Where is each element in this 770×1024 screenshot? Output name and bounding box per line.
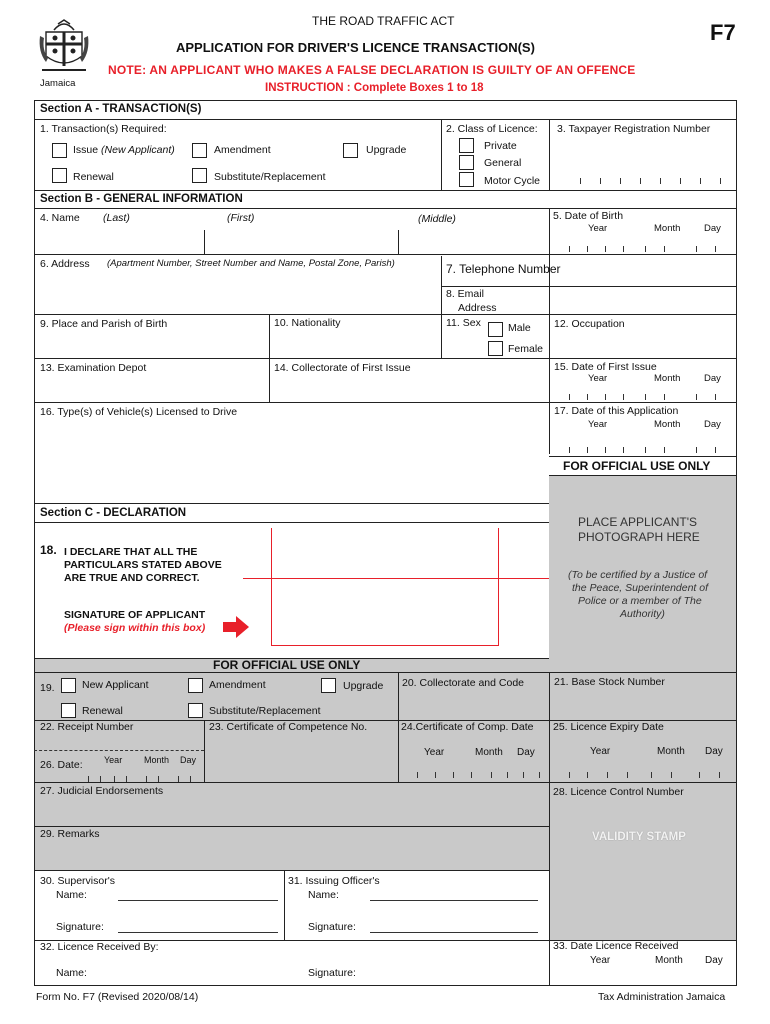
issue-label: Issue (New Applicant) [73, 144, 175, 156]
received-name-input[interactable] [96, 964, 286, 980]
motorcycle-label: Motor Cycle [484, 175, 541, 187]
day-label: Day [704, 373, 721, 384]
photo-label-2: PHOTOGRAPH HERE [578, 530, 700, 544]
checkbox-amendment[interactable] [192, 143, 207, 158]
received-name-label: Name: [56, 967, 87, 979]
crest-caption: Jamaica [40, 78, 76, 89]
field-7-label: 7. Telephone Number [446, 262, 561, 276]
month-label: Month [144, 755, 170, 765]
checkbox-official-upgrade[interactable] [321, 678, 336, 693]
day-label: Day [517, 747, 535, 758]
trn-input[interactable] [552, 172, 732, 188]
field-21-label: 21. Base Stock Number [554, 676, 665, 688]
first-name-input[interactable] [206, 230, 398, 254]
month-label: Month [654, 419, 681, 430]
field-28-label: 28. Licence Control Number [553, 786, 684, 798]
checkbox-substitute[interactable] [192, 168, 207, 183]
general-label: General [484, 157, 522, 169]
day-label: Day [180, 755, 197, 765]
year-label: Year [588, 419, 608, 430]
checkbox-official-renewal[interactable] [61, 703, 76, 718]
official-date-input[interactable] [86, 770, 202, 782]
received-date-input[interactable] [551, 968, 736, 984]
upgrade-label: Upgrade [366, 144, 407, 156]
signature-box[interactable] [273, 530, 497, 644]
year-label: Year [588, 373, 608, 384]
supervisor-name-input[interactable] [118, 886, 278, 900]
officer-name-input[interactable] [370, 886, 538, 900]
comp-date-input[interactable] [401, 764, 547, 780]
act-title: THE ROAD TRAFFIC ACT [312, 14, 455, 28]
field-13-label: 13. Examination Depot [40, 362, 147, 374]
agency-name: Tax Administration Jamaica [598, 991, 726, 1003]
middle-name-input[interactable] [400, 230, 548, 254]
field-11-label: 11. Sex [446, 317, 481, 329]
field-12-label: 12. Occupation [554, 318, 625, 330]
field-19-label: 19. [40, 682, 55, 694]
checkbox-renewal[interactable] [52, 168, 67, 183]
received-signature-label: Signature: [308, 967, 356, 979]
month-label: Month [657, 746, 685, 757]
photo-certify-4: Authority) [620, 608, 665, 620]
exam-depot-input[interactable] [36, 376, 268, 401]
form-number: Form No. F7 (Revised 2020/08/14) [36, 991, 199, 1003]
official-use-title: FOR OFFICIAL USE ONLY [213, 658, 361, 672]
official-amendment-label: Amendment [209, 679, 266, 691]
female-label: Female [508, 343, 544, 355]
field-1-label: 1. Transaction(s) Required: [40, 123, 167, 135]
official-substitute-label: Substitute/Replacement [209, 705, 321, 717]
field-30-label: 30. Supervisor's [40, 875, 115, 887]
amendment-label: Amendment [214, 144, 271, 156]
received-signature-input[interactable] [370, 964, 540, 980]
application-date-input[interactable] [551, 418, 736, 454]
address-hint: (Apartment Number, Street Number and Name, Postal Zone, Parish) [107, 258, 395, 269]
substitute-label: Substitute/Replacement [214, 171, 326, 183]
section-c-title: Section C - DECLARATION [40, 507, 187, 519]
field-14-label: 14. Collectorate of First Issue [274, 362, 411, 374]
middle-name-label: (Middle) [418, 213, 456, 225]
occupation-input[interactable] [551, 332, 735, 358]
official-upgrade-label: Upgrade [343, 680, 384, 692]
field-10-label: 10. Nationality [274, 317, 341, 329]
first-issue-collectorate-input[interactable] [271, 376, 548, 401]
renewal-label: Renewal [73, 171, 114, 183]
first-issue-date-input[interactable] [551, 372, 736, 402]
field-29-label: 29. Remarks [40, 828, 100, 840]
telephone-input[interactable] [443, 278, 735, 286]
validity-stamp-label: VALIDITY STAMP [592, 831, 686, 843]
month-label: Month [655, 955, 683, 966]
declaration-line-1: I DECLARE THAT ALL THE [64, 546, 198, 558]
checkbox-official-substitute[interactable] [188, 703, 203, 718]
field-8-label-2: Address [458, 302, 497, 314]
signature-hint: (Please sign within this box) [64, 622, 206, 634]
field-9-label: 9. Place and Parish of Birth [40, 318, 168, 330]
checkbox-official-amendment[interactable] [188, 678, 203, 693]
arrow-right-icon [223, 616, 249, 643]
day-label: Day [705, 746, 723, 757]
checkbox-upgrade[interactable] [343, 143, 358, 158]
month-label: Month [654, 223, 681, 234]
day-label: Day [705, 955, 723, 966]
remarks-input[interactable] [36, 842, 548, 869]
field-6-label: 6. Address [40, 258, 90, 270]
checkbox-female[interactable] [488, 341, 503, 356]
checkbox-private[interactable] [459, 138, 474, 153]
field-23-label: 23. Certificate of Competence No. [209, 721, 368, 733]
officer-name-label: Name: [308, 889, 339, 901]
declaration-line-2: PARTICULARS STATED ABOVE [64, 559, 222, 571]
field-15-label: 15. Date of First Issue [554, 361, 657, 373]
checkbox-motorcycle[interactable] [459, 172, 474, 187]
birthplace-input[interactable] [36, 332, 268, 358]
official-use-heading: FOR OFFICIAL USE ONLY [563, 459, 711, 473]
declaration-line-3: ARE TRUE AND CORRECT. [64, 572, 200, 584]
address-input[interactable] [36, 272, 440, 314]
private-label: Private [484, 140, 517, 152]
field-17-label: 17. Date of this Application [554, 405, 679, 417]
field-20-label: 20. Collectorate and Code [402, 677, 524, 689]
year-label: Year [588, 223, 608, 234]
jamaica-crest-icon [36, 18, 92, 76]
expiry-date-input[interactable] [551, 764, 736, 780]
first-name-label: (First) [227, 212, 255, 224]
year-label: Year [424, 747, 445, 758]
dob-input[interactable] [551, 222, 736, 254]
field-2-label: 2. Class of Licence: [446, 123, 538, 135]
year-label: Year [590, 746, 611, 757]
supervisor-signature-label: Signature: [56, 921, 104, 933]
month-label: Month [475, 747, 503, 758]
field-3-label: 3. Taxpayer Registration Number [557, 123, 711, 135]
field-33-label: 33. Date Licence Received [553, 940, 679, 952]
official-renewal-label: Renewal [82, 705, 123, 717]
photo-certify-2: the Peace, Superintendent of [572, 582, 709, 594]
field-22-label: 22. Receipt Number [40, 721, 134, 733]
year-label: Year [590, 955, 611, 966]
day-label: Day [704, 419, 721, 430]
checkbox-general[interactable] [459, 155, 474, 170]
signature-label: SIGNATURE OF APPLICANT [64, 609, 206, 621]
form-code: F7 [710, 20, 736, 45]
month-label: Month [654, 373, 681, 384]
checkbox-issue[interactable] [52, 143, 67, 158]
photo-certify-3: Police or a member of The [578, 595, 702, 607]
supervisor-name-label: Name: [56, 889, 87, 901]
photo-label: PLACE APPLICANT'S [578, 515, 698, 529]
judicial-endorsements-input[interactable] [36, 799, 548, 825]
male-label: Male [508, 322, 531, 334]
photo-certify-1: (To be certified by a Justice of [568, 569, 708, 581]
officer-signature-label: Signature: [308, 921, 356, 933]
field-5-label: 5. Date of Birth [553, 210, 624, 222]
email-input[interactable] [500, 288, 735, 313]
officer-signature-input[interactable] [370, 918, 538, 932]
field-27-label: 27. Judicial Endorsements [40, 785, 164, 797]
field-26-label: 26. Date: [40, 759, 83, 771]
checkbox-male[interactable] [488, 322, 503, 337]
instruction: INSTRUCTION : Complete Boxes 1 to 18 [265, 82, 484, 94]
year-label: Year [104, 755, 123, 765]
field-24-label: 24.Certificate of Comp. Date [401, 721, 534, 733]
nationality-input[interactable] [271, 332, 440, 358]
vehicle-types-input[interactable] [36, 420, 548, 502]
false-declaration-note: NOTE: AN APPLICANT WHO MAKES A FALSE DECLARATION IS GUILTY OF AN OFFENCE [108, 63, 636, 77]
section-a-title: Section A - TRANSACTION(S) [40, 103, 202, 115]
field-31-label: 31. Issuing Officer's [288, 875, 380, 887]
checkbox-official-new-applicant[interactable] [61, 678, 76, 693]
section-b-title: Section B - GENERAL INFORMATION [40, 193, 243, 205]
field-8-label: 8. Email [446, 288, 484, 300]
field-25-label: 25. Licence Expiry Date [553, 721, 664, 733]
last-name-label: (Last) [103, 212, 130, 224]
field-4-label: 4. Name [40, 212, 80, 224]
field-32-label: 32. Licence Received By: [40, 941, 159, 953]
supervisor-signature-input[interactable] [118, 918, 278, 932]
last-name-input[interactable] [36, 230, 204, 254]
field-18-number: 18. [40, 543, 57, 557]
day-label: Day [704, 223, 721, 234]
field-16-label: 16. Type(s) of Vehicle(s) Licensed to Drive [40, 406, 238, 418]
page-title: APPLICATION FOR DRIVER'S LICENCE TRANSACTION(S) [176, 40, 535, 55]
photo-area[interactable] [552, 478, 734, 668]
official-new-applicant-label: New Applicant [82, 679, 149, 691]
